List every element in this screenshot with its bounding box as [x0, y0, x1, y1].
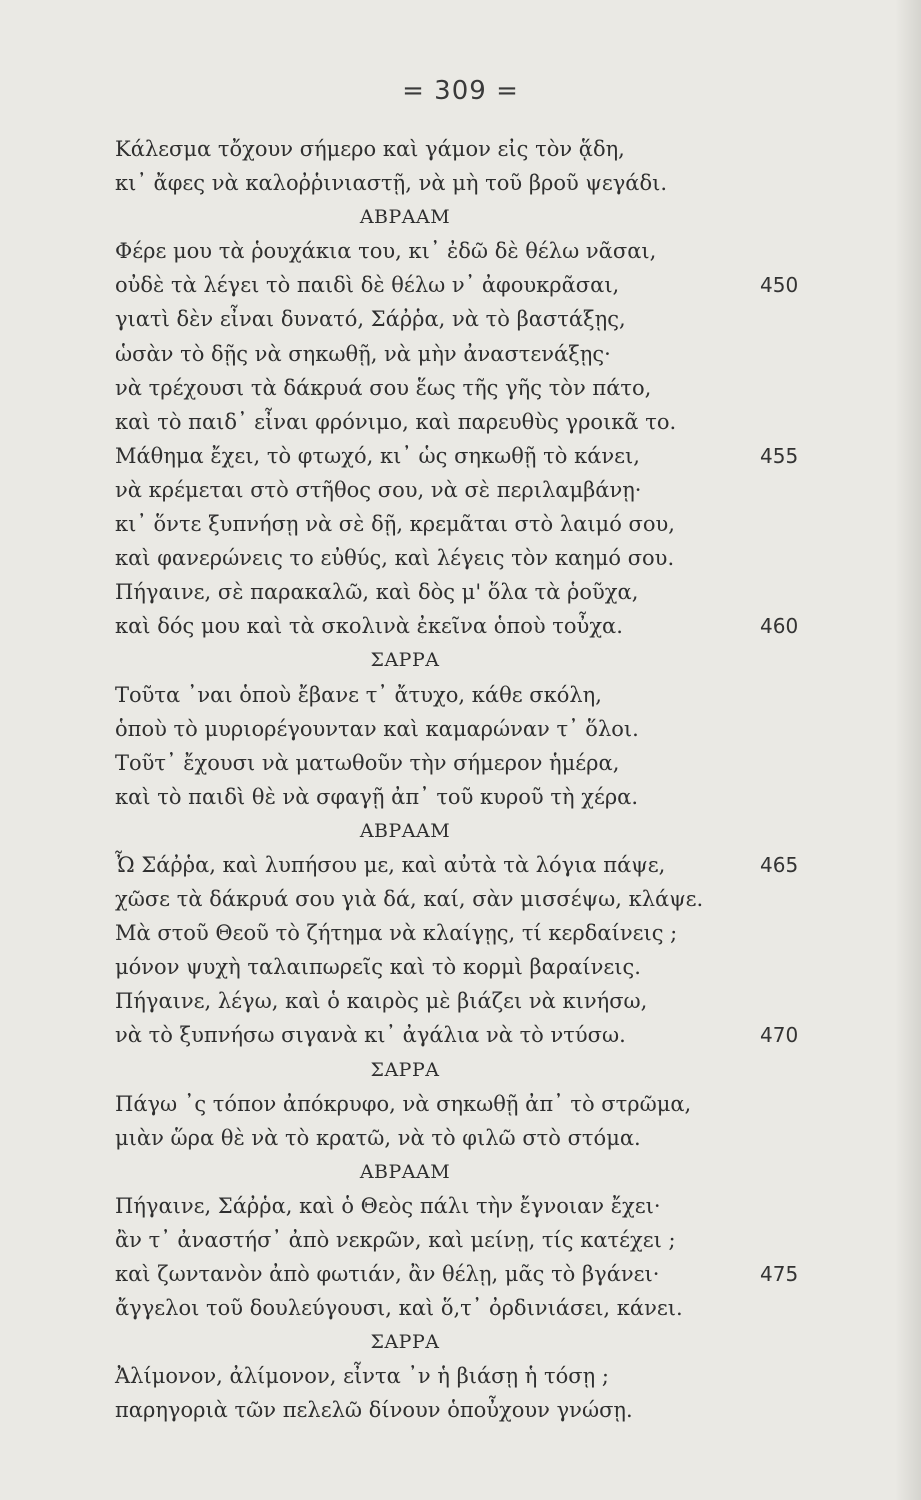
verse-text: χῶσε τὰ δάκρυά σου γιὰ δά, καί, σὰν μισσέψω, κλάψε. [115, 887, 704, 912]
line-number: 460 [760, 614, 799, 639]
verse-line [115, 1121, 815, 1155]
speaker-label: ΣΑΡΡΑ [370, 1331, 440, 1354]
verse-text: ὡσὰν τὸ δῇς νὰ σηκωθῇ, νὰ μὴν ἀναστενάξῃς· [115, 341, 611, 366]
verse-text: Μάθημα ἔχει, τὸ φτωχό, κι᾿ ὡς σηκωθῇ τὸ κάνει, [115, 443, 640, 468]
page-gutter-shadow [895, 0, 921, 1500]
speaker-name [115, 1155, 695, 1189]
verse-text: μόνον ψυχὴ ταλαιπωρεῖς καὶ τὸ κορμὶ βαραίνεις. [115, 955, 641, 980]
verse-text: Φέρε μου τὰ ῥουχάκια του, κι᾿ ἐδῶ δὲ θέλω νᾶσαι, [115, 239, 657, 264]
verse-line [115, 541, 815, 575]
verse-line [115, 405, 815, 439]
verse-text: καὶ τὸ παιδὶ θὲ νὰ σφαγῇ ἀπ᾿ τοῦ κυροῦ τὴ χέρα. [115, 784, 639, 809]
verse-text: νὰ τὸ ξυπνήσω σιγανὰ κι᾿ ἀγάλια νὰ τὸ ντύσω. [115, 1023, 626, 1048]
speaker-name [115, 200, 695, 234]
verse-line [115, 473, 815, 507]
verse-line [115, 1189, 815, 1223]
verse-line [115, 337, 815, 371]
verse-line [115, 678, 815, 712]
verse-line [115, 712, 815, 746]
verse-line [115, 1018, 815, 1052]
verse-text: καὶ ζωντανὸν ἀπὸ φωτιάν, ἂν θέλῃ, μᾶς τὸ βγάνει· [115, 1262, 660, 1287]
verse-line [115, 780, 815, 814]
verse-text: Πήγαινε, λέγω, καὶ ὁ καιρὸς μὲ βιάζει νὰ κινήσω, [115, 989, 648, 1014]
line-number: 465 [760, 852, 799, 877]
page-number-header: = 309 = [402, 76, 519, 106]
verse-line [115, 1087, 815, 1121]
verse-text: καὶ φανερώνεις το εὐθύς, καὶ λέγεις τὸν καημό σου. [115, 546, 675, 571]
verse-text: γιατὶ δὲν εἶναι δυνατό, Σάῤῥα, νὰ τὸ βαστάξῃς, [115, 307, 626, 332]
speaker-name [115, 1053, 695, 1087]
verse-text: Τοῦτα ᾿ναι ὁποὺ ἔβανε τ᾿ ἄτυχο, κάθε σκόλη, [115, 682, 602, 707]
verse-line [115, 371, 815, 405]
verse-text: παρηγοριὰ τῶν πελελῶ δίνουν ὁποὖχουν γνώσῃ. [115, 1398, 633, 1423]
verse-line [115, 1223, 815, 1257]
verse-line [115, 848, 815, 882]
verse-line [115, 507, 815, 541]
verse-line [115, 1257, 815, 1291]
line-number: 450 [760, 273, 799, 298]
verse-text: Πάγω ᾿ς τόπον ἀπόκρυφο, νὰ σηκωθῇ ἀπ᾿ τὸ στρῶμα, [115, 1091, 692, 1116]
verse-line [115, 1393, 815, 1427]
speaker-name [115, 1325, 695, 1359]
verse-line [115, 882, 815, 916]
speaker-label: ΑΒΡΑΑΜ [359, 1160, 451, 1183]
verse-line [115, 609, 815, 643]
verse-text: νὰ κρέμεται στὸ στῆθος σου, νὰ σὲ περιλαμβάνῃ· [115, 477, 642, 502]
speaker-name [115, 814, 695, 848]
verse-line [115, 950, 815, 984]
verse-text: οὐδὲ τὰ λέγει τὸ παιδὶ δὲ θέλω ν᾿ ἀφουκρᾶσαι, [115, 273, 620, 298]
line-number: 470 [760, 1023, 799, 1048]
line-number: 455 [760, 443, 799, 468]
speaker-label: ΑΒΡΑΑΜ [359, 206, 451, 229]
verse-text: μιὰν ὥρα θὲ νὰ τὸ κρατῶ, νὰ τὸ φιλῶ στὸ στόμα. [115, 1125, 641, 1150]
verse-text: κι᾿ ὅντε ξυπνήσῃ νὰ σὲ δῇ, κρεμᾶται στὸ λαιμό σου, [115, 512, 675, 537]
verse-line [115, 1359, 815, 1393]
verse-text: καὶ δός μου καὶ τὰ σκολινὰ ἐκεῖνα ὁποὺ τοὖχα. [115, 614, 623, 639]
speaker-label: ΑΒΡΑΑΜ [359, 819, 451, 842]
line-number: 475 [760, 1262, 799, 1287]
verse-text: Μὰ στοῦ Θεοῦ τὸ ζήτημα νὰ κλαίγῃς, τί κερδαίνεις ; [115, 921, 678, 946]
verse-line [115, 746, 815, 780]
verse-text: Ἀλίμονον, ἀλίμονον, εἶντα ᾿ν ἡ βιάσῃ ἡ τόσῃ ; [115, 1364, 609, 1389]
verse-line [115, 575, 815, 609]
verse-line [115, 439, 815, 473]
verse-text: Πήγαινε, σὲ παρακαλῶ, καὶ δὸς μ' ὅλα τὰ ῥοῦχα, [115, 580, 639, 605]
verse-text: νὰ τρέχουσι τὰ δάκρυά σου ἕως τῆς γῆς τὸν πάτο, [115, 375, 652, 400]
verse-line [115, 166, 815, 200]
verse-text: Πήγαινε, Σάῤῥα, καὶ ὁ Θεὸς πάλι τὴν ἔγνοιαν ἔχει· [115, 1193, 661, 1218]
verse-text: Τοῦτ᾿ ἔχουσι νὰ ματωθοῦν τὴν σήμερον ἡμέρα, [115, 750, 620, 775]
verse-text: ἂν τ᾿ ἀναστήσ᾿ ἀπὸ νεκρῶν, καὶ μείνῃ, τίς κατέχει ; [115, 1228, 676, 1252]
speaker-name [115, 643, 695, 677]
verse-text: Ὦ Σάῤῥα, καὶ λυπήσου με, καὶ αὐτὰ τὰ λόγια πάψε, [115, 852, 666, 877]
verse-text: Κάλεσμα τὄχουν σήμερο καὶ γάμον εἰς τὸν ᾅδη, [115, 137, 625, 161]
verse-line [115, 268, 815, 302]
verse-text: ὁποὺ τὸ μυριορέγουνταν καὶ καμαρώναν τ᾿ ὅλοι. [115, 716, 639, 741]
verse-text: κι᾿ ἄφες νὰ καλοῤῥινιαστῇ, νὰ μὴ τοῦ βροῦ ψεγάδι. [115, 171, 668, 196]
verse-line [115, 302, 815, 336]
verse-text: ἄγγελοι τοῦ δουλεύγουσι, καὶ ὅ,τ᾿ ὀρδινιάσει, κάνει. [115, 1296, 683, 1321]
verse-line [115, 916, 815, 950]
verse-text: καὶ τὸ παιδ᾿ εἶναι φρόνιμο, καὶ παρευθὺς γροικᾶ το. [115, 409, 677, 434]
verse-line [115, 132, 815, 166]
verse-line [115, 234, 815, 268]
verse-line [115, 984, 815, 1018]
speaker-label: ΣΑΡΡΑ [370, 649, 440, 672]
verse-line [115, 1291, 815, 1325]
verse-text-block [115, 132, 815, 1428]
speaker-label: ΣΑΡΡΑ [370, 1058, 440, 1081]
